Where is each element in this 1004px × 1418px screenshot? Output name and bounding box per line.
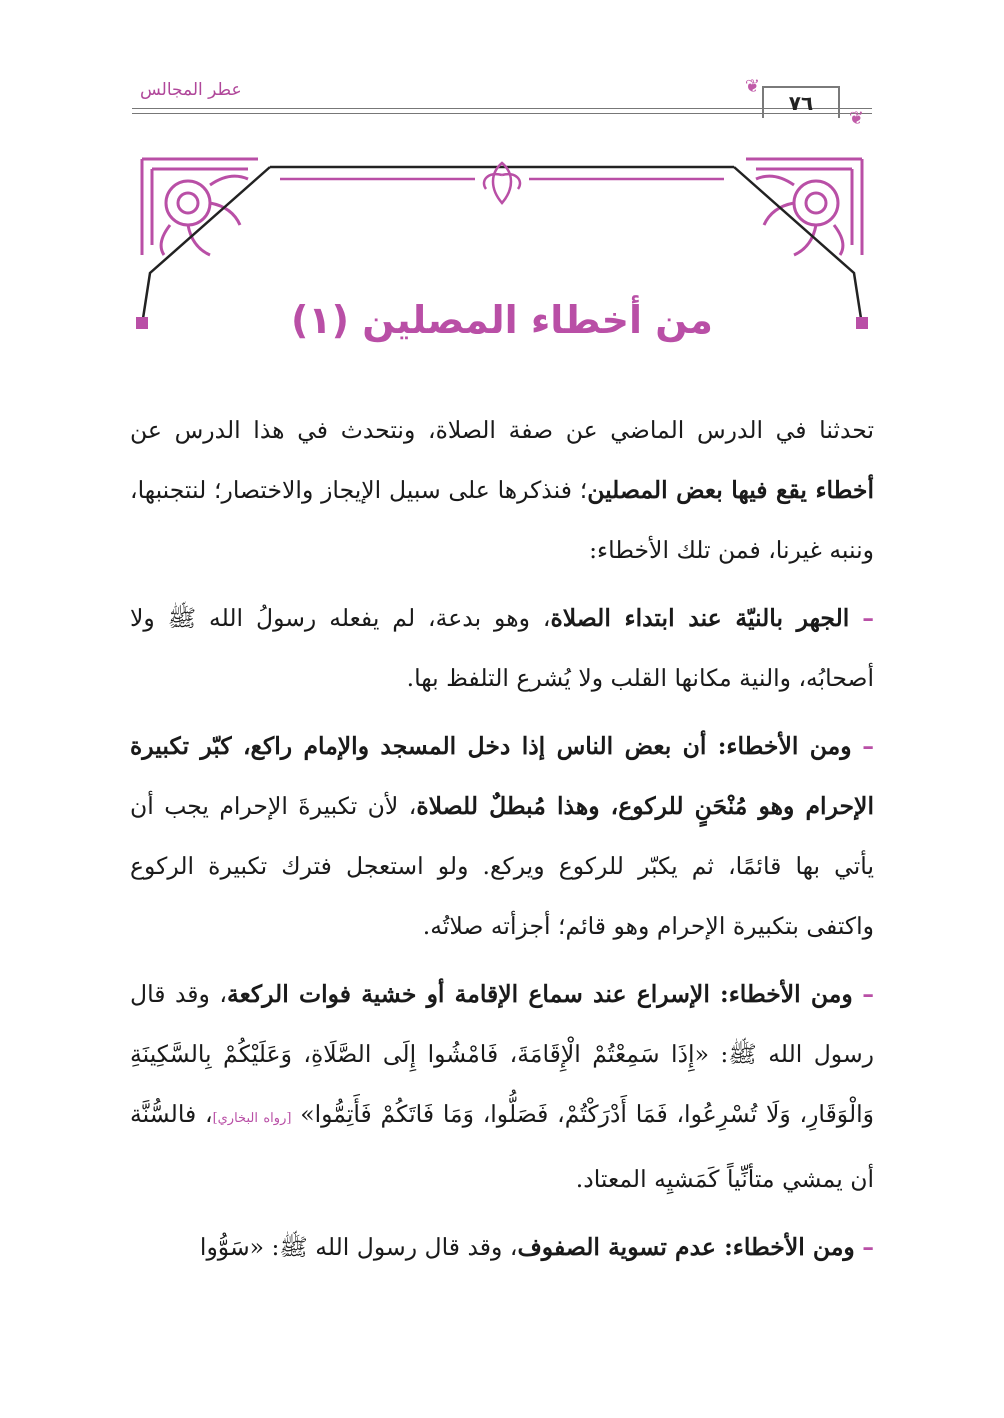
flourish-icon: ❦: [744, 76, 760, 97]
header-rule: [132, 108, 872, 114]
dash-marker: –: [862, 604, 874, 632]
center-fleuron-icon: [484, 163, 520, 203]
chapter-title: من أخطاء المصلين (١): [291, 298, 713, 342]
page-number: ٧٦: [762, 86, 840, 118]
body-text: [130, 400, 874, 1285]
paragraph-mistake-4: – ومن الأخطاء: عدم تسوية الصفوف، وقد قال رسول الله ﷺ: «سَوُّوا: [199, 1233, 874, 1261]
book-title: عطر المجالس: [140, 80, 242, 100]
dash-marker: –: [862, 1233, 874, 1261]
flourish-icon: ❦: [848, 108, 864, 129]
paragraph-mistake-3: – ومن الأخطاء: الإسراع عند سماع الإقامة أو خشية فوات الركعة، وقد قال رسول الله ﷺ: «إِذَا سَمِعْتُمْ الْإِقَامَةَ، فَامْشُوا إِلَى الصَّلَاةِ، وَعَلَيْكُمْ بِالسَّكِينَةِ وَالْوَقَارِ، وَلَا تُسْرِعُوا، فَمَا أَدْرَكْتُمْ، فَصَلُّوا، وَمَا فَاتَكُمْ فَأَتِمُّوا» [رواه البخاري]، فالسُّنَّة أن يمشي متأنِّياً كَمَشيِه المعتاد.: [130, 980, 874, 1193]
dash-marker: –: [862, 732, 874, 760]
citation: [رواه البخاري]: [212, 1111, 292, 1126]
corner-ornament-right-icon: [746, 159, 862, 255]
running-header: [132, 76, 872, 129]
paragraph-mistake-2: – ومن الأخطاء: أن بعض الناس إذا دخل المسجد والإمام راكع، كبّر تكبيرة الإحرام وهو مُنْحَنٍ للركوع، وهذا مُبطلٌ للصلاة، لأن تكبيرةَ الإحرام يجب أن يأتي بها قائمًا، ثم يكبّر للركوع ويركع. ولو استعجل فترك تكبيرة الركوع واكتفى بتكبيرة الإحرام وهو قائم؛ أجزأته صلاتُه.: [130, 732, 874, 940]
dash-marker: –: [862, 980, 874, 1008]
square-marker-left-icon: [136, 317, 148, 329]
corner-ornament-left-icon: [142, 159, 258, 255]
square-marker-right-icon: [856, 317, 868, 329]
paragraph-mistake-1: – الجهر بالنيّة عند ابتداء الصلاة، وهو بدعة، لم يفعله رسولُ الله ﷺ ولا أصحابُه، والنية مكانها القلب ولا يُشرع التلفظ بها.: [130, 604, 874, 692]
paragraph-intro: تحدثنا في الدرس الماضي عن صفة الصلاة، ونتحدث في هذا الدرس عن أخطاء يقع فيها بعض المصلين؛ فنذكرها على سبيل الإيجاز والاختصار؛ لنتجنبها، وننبه غيرنا، فمن تلك الأخطاء:: [130, 416, 874, 564]
